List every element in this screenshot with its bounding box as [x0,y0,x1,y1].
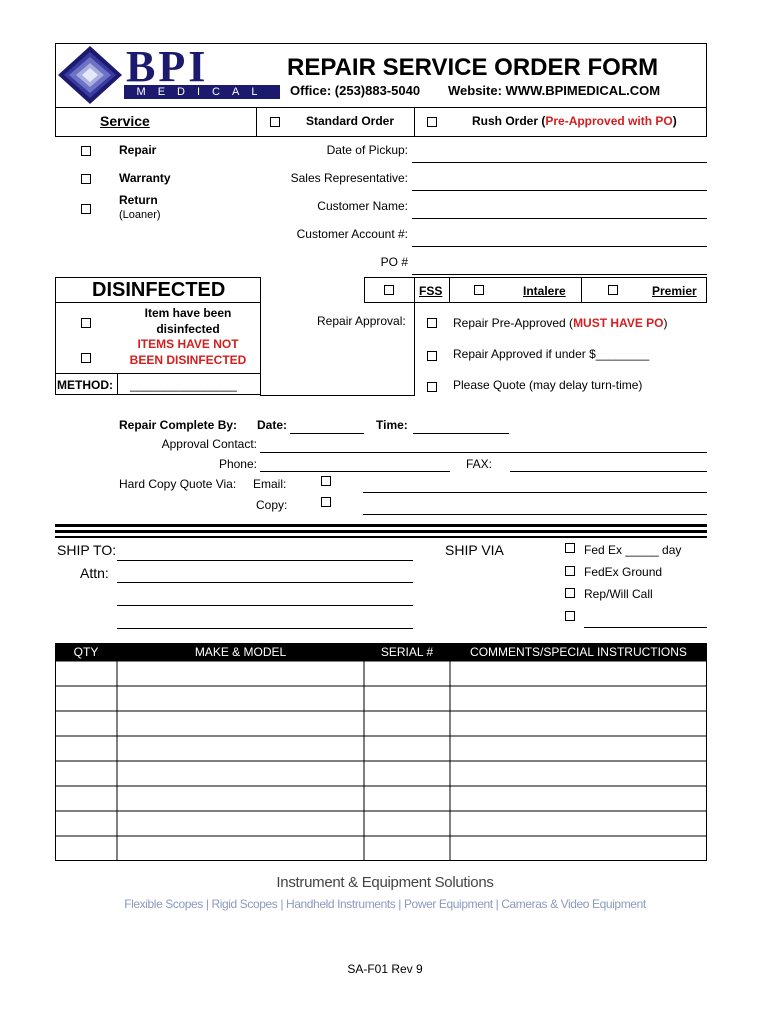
repair-label: Repair [119,143,157,157]
website: Website: WWW.BPIMEDICAL.COM [448,83,661,98]
table-header-serial: SERIAL # [364,643,450,661]
customer-name-label: Customer Name: [317,199,408,213]
loaner-label: (Loaner) [119,209,161,221]
copy-line[interactable] [363,514,707,515]
address-line[interactable] [117,628,413,629]
po-line[interactable] [412,274,707,275]
date-of-pickup-line[interactable] [412,162,707,163]
po-label: PO # [380,255,408,269]
phone-line[interactable] [260,471,450,472]
time-label: Time: [376,418,408,432]
pre-approved-checkbox[interactable] [427,318,437,328]
please-quote-label: Please Quote (may delay turn-time) [453,378,643,392]
divider [256,107,257,137]
attn-line[interactable] [117,582,413,583]
date-line[interactable] [290,433,364,434]
warranty-label: Warranty [119,171,171,185]
divider [414,107,415,137]
divider [260,395,415,396]
approved-under-label: Repair Approved if under $________ [453,347,650,361]
premier-checkbox[interactable] [608,285,618,295]
other-ship-line[interactable] [584,627,707,628]
date-label: Date: [257,418,288,432]
phone-label: Phone: [218,457,257,471]
divider [414,303,415,395]
copy-checkbox[interactable] [321,497,331,507]
date-of-pickup-label: Date of Pickup: [326,143,408,157]
repair-approval-label: Repair Approval: [317,314,406,328]
table-header-qty: QTY [55,643,117,661]
email-label: Email: [253,477,287,491]
time-line[interactable] [413,433,509,434]
logo-medical-text: MEDICAL [136,86,270,98]
intalere-label: Intalere [523,284,566,298]
disinfected-heading: DISINFECTED [92,279,226,301]
not-disinfected-line1: ITEMS HAVE NOT [137,337,239,351]
parts-table-grid [55,661,707,861]
rep-will-call-label: Rep/Will Call [584,587,653,601]
please-quote-checkbox[interactable] [427,382,437,392]
divider [414,277,415,303]
approved-under-checkbox[interactable] [427,351,437,361]
section-divider [55,524,707,527]
customer-account-label: Customer Account #: [296,227,408,241]
fedex-ground-label: FedEx Ground [584,565,663,579]
section-divider [55,536,707,538]
ship-to-label: SHIP TO: [57,542,117,558]
form-id: SA-F01 Rev 9 [347,962,423,976]
warranty-checkbox[interactable] [81,174,91,184]
logo-bpi-text: BPI [126,42,209,91]
form-title: REPAIR SERVICE ORDER FORM [287,54,659,81]
parts-table [55,661,707,861]
footer-tagline: Instrument & Equipment Solutions [276,874,494,891]
address-line[interactable] [117,605,413,606]
table-header-comments: COMMENTS/SPECIAL INSTRUCTIONS [450,643,707,661]
fedex-day-label: Fed Ex _____ day [584,543,682,557]
divider [449,277,450,303]
rush-order-checkbox[interactable] [427,117,437,127]
approval-contact-label: Approval Contact: [161,437,257,451]
intalere-checkbox[interactable] [474,285,484,295]
fedex-ground-checkbox[interactable] [565,566,575,576]
fax-line[interactable] [510,471,707,472]
repair-complete-by-label: Repair Complete By: [119,418,238,432]
disinfected-label: disinfected [156,322,220,336]
fedex-day-checkbox[interactable] [565,543,575,553]
customer-account-line[interactable] [412,246,707,247]
email-line[interactable] [363,492,707,493]
approval-contact-line[interactable] [260,452,707,453]
fss-label: FSS [419,284,443,298]
divider [55,302,261,303]
email-checkbox[interactable] [321,476,331,486]
other-ship-checkbox[interactable] [565,611,575,621]
divider [581,277,582,303]
attn-label: Attn: [80,565,109,581]
customer-name-line[interactable] [412,218,707,219]
standard-order-label: Standard Order [306,114,395,128]
sales-rep-label: Sales Representative: [290,171,408,185]
not-disinfected-checkbox[interactable] [81,353,91,363]
rush-order-label: Rush Order (Pre-Approved with PO) [472,114,677,128]
fax-label: FAX: [466,457,493,471]
header-divider [55,107,707,108]
item-have-been-label: Item have been [144,306,232,320]
office-phone: Office: (253)883-5040 [290,83,421,98]
ship-via-label: SHIP VIA [445,542,504,558]
rep-will-call-checkbox[interactable] [565,588,575,598]
return-checkbox[interactable] [81,204,91,214]
service-heading: Service [100,113,150,129]
premier-label: Premier [652,284,697,298]
ship-to-line[interactable] [117,560,413,561]
table-header-make-model: MAKE & MODEL [117,643,364,661]
standard-order-checkbox[interactable] [270,117,280,127]
copy-label: Copy: [256,498,288,512]
hard-copy-label: Hard Copy Quote Via: [119,477,237,491]
return-label: Return [119,193,158,207]
method-label: METHOD: [57,378,113,392]
fss-checkbox[interactable] [384,285,394,295]
footer-services: Flexible Scopes | Rigid Scopes | Handheld Instruments | Power Equipment | Cameras & Video Equipment [124,897,646,911]
divider [55,373,261,374]
divider [117,373,118,395]
not-disinfected-line2: BEEN DISINFECTED [129,353,247,367]
pre-approved-label: Repair Pre-Approved (MUST HAVE PO) [453,316,668,330]
section-divider [55,530,707,533]
method-blank[interactable]: ________________ [130,378,237,392]
disinfected-checkbox[interactable] [81,318,91,328]
repair-checkbox[interactable] [81,146,91,156]
sales-rep-line[interactable] [412,190,707,191]
